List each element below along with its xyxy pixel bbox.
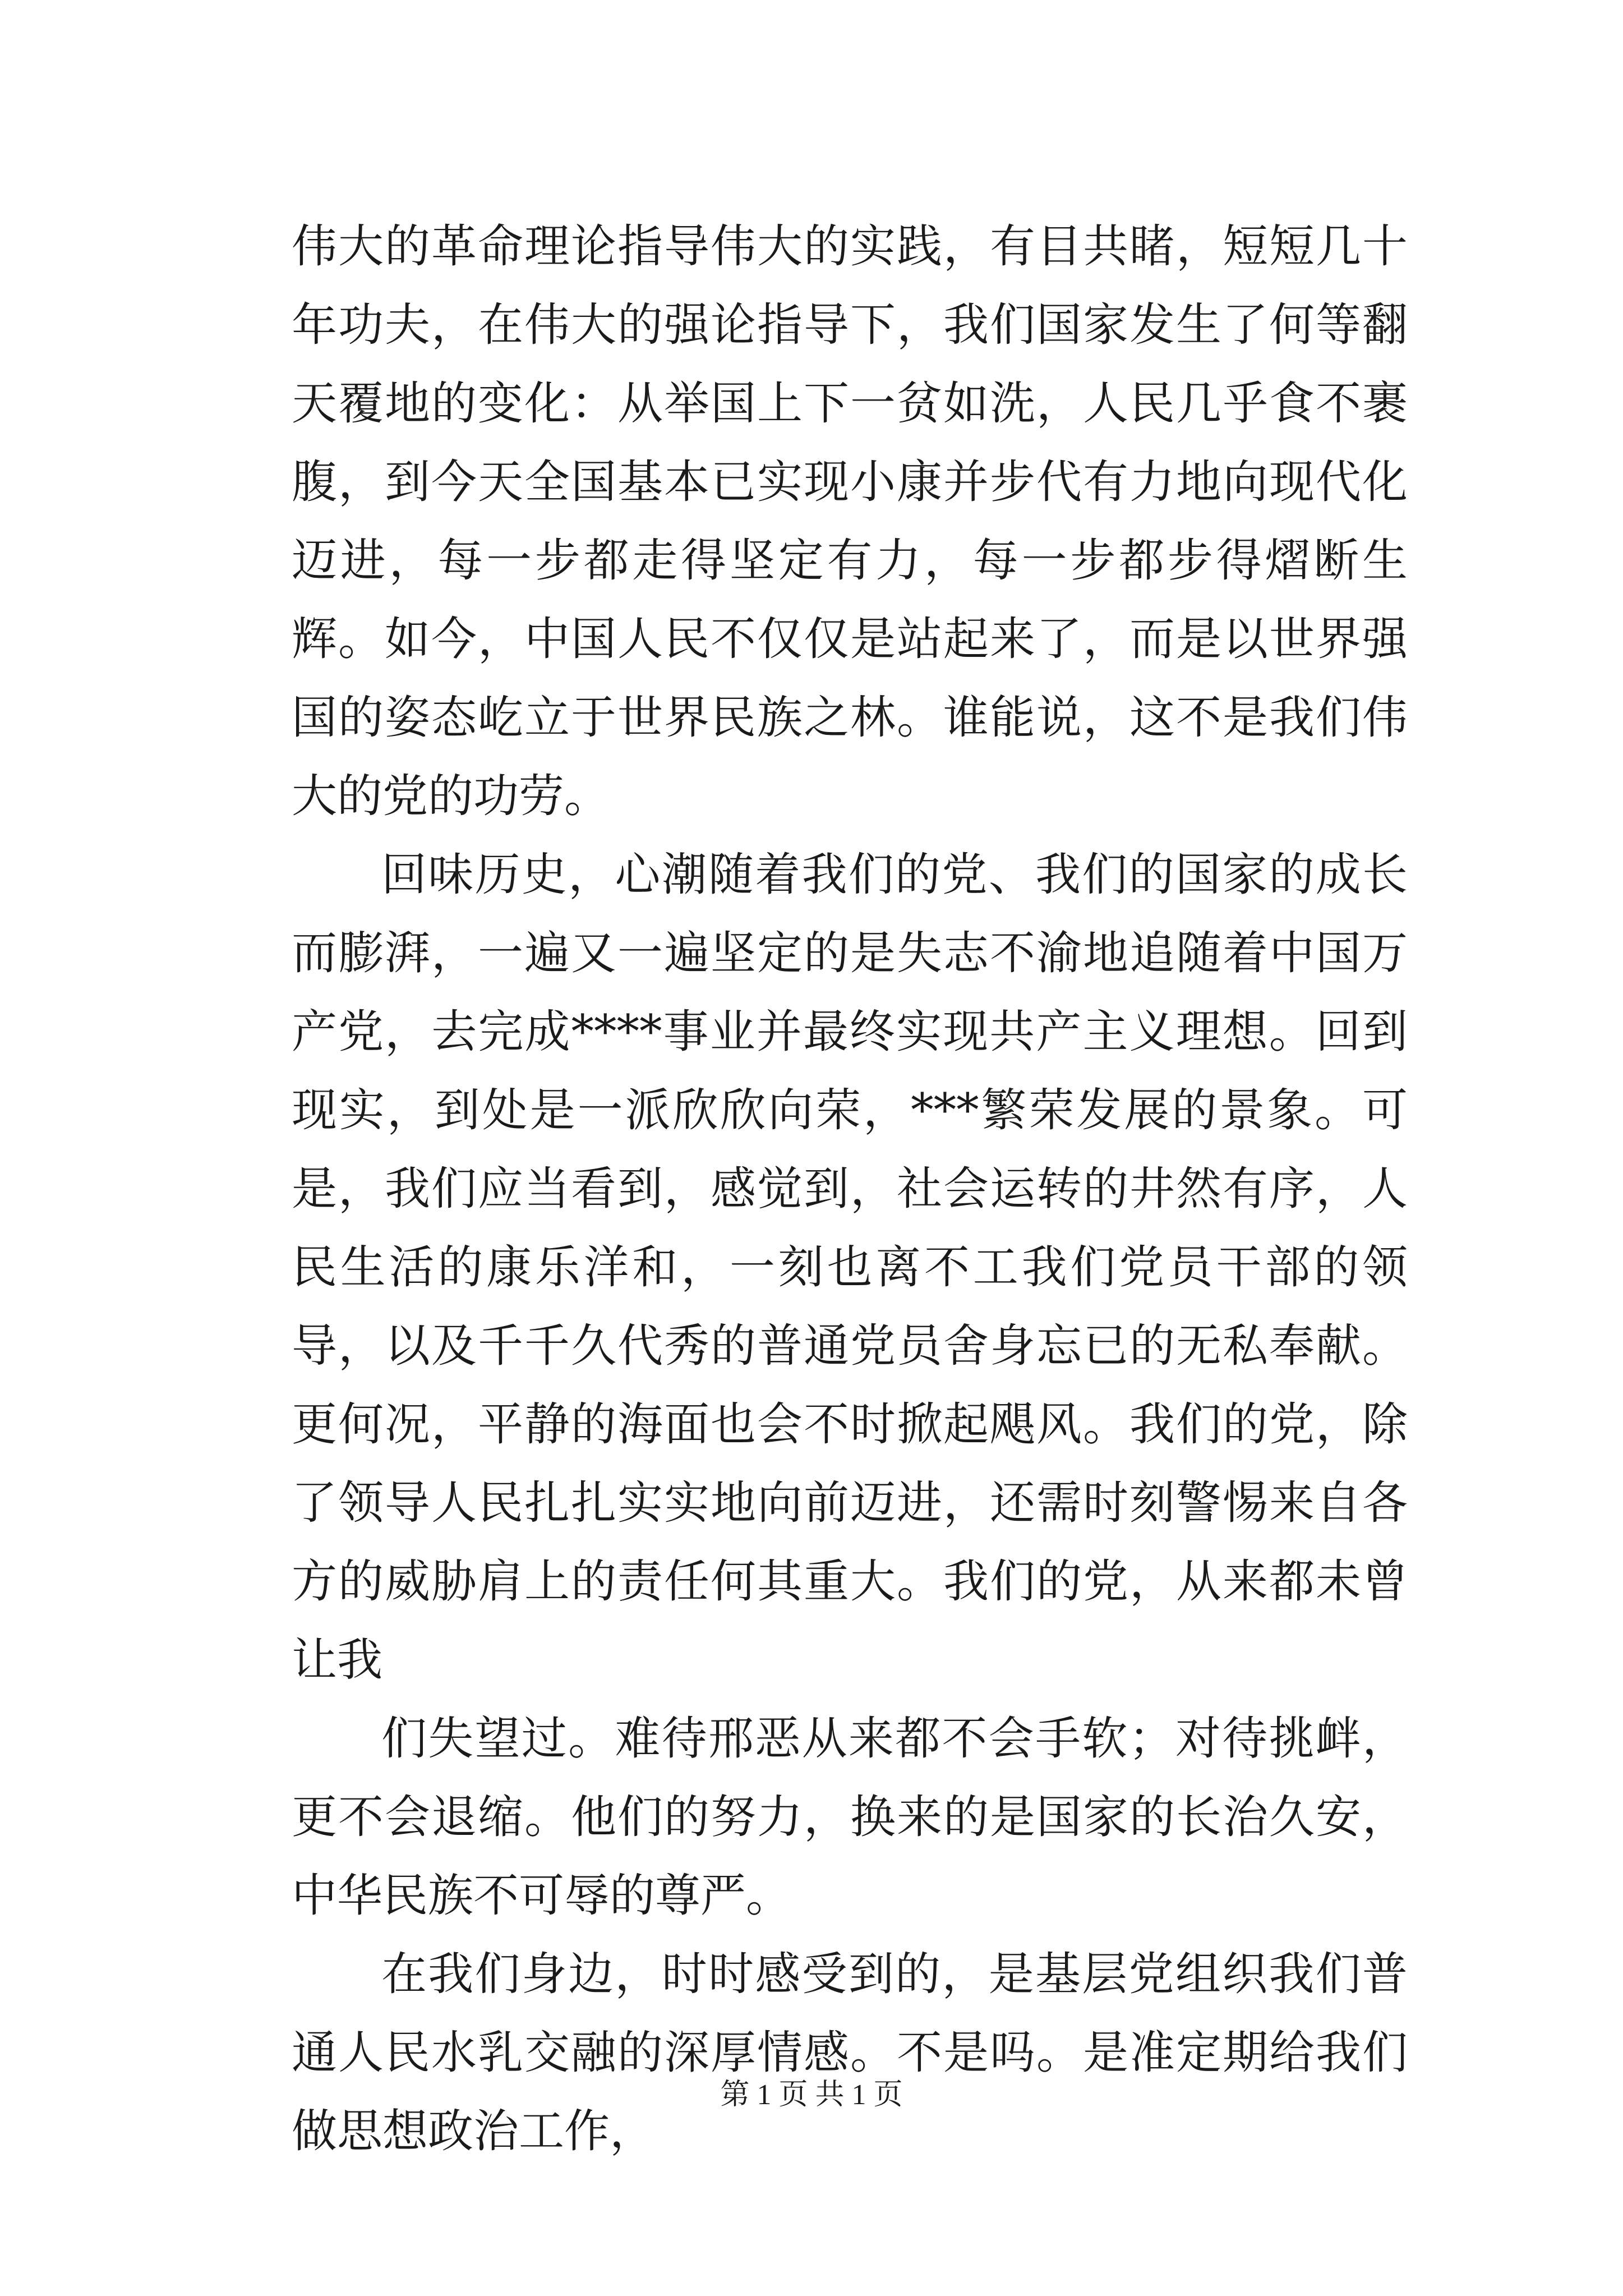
paragraph-4: 在我们身边，时时感受到的，是基层党组织我们普通人民水乳交融的深厚情感。不是吗。是准定期给我们做思想政治工作， [292, 1948, 1408, 2158]
paragraph-1: 伟大的革命理论指导伟大的实践，有目共睹，短短几十年功夫，在伟大的强论指导下，我们国家发生了何等翻天覆地的变化：从举国上下一贫如洗，人民几乎食不裹腹，到今天全国基本已实现小康并步代有力地向现代化迈进，每一步都走得坚定有力，每一步都步得熠断生辉。如今，中国人民不仅仅是站起来了，而是以世界强国的姿态屹立于世界民族之林。谁能说，这不是我们伟大的党的功劳。 [292, 220, 1408, 823]
page-footer [0, 2076, 1623, 2115]
paragraph-2: 回味历史，心潮随着我们的党、我们的国家的成长而膨湃，一遍又一遍坚定的是失志不渝地追随着中国万产党，去完成****事业并最终实现共产主义理想。回到现实，到处是一派欣欣向荣，***繁荣发展的景象。可是，我们应当看到，感觉到，社会运转的井然有序，人民生活的康乐洋和，一刻也离不工我们党员干部的领导，以及千千久代秀的普通党员舍身忘已的无私奉献。更何况，平静的海面也会不时掀起飓风。我们的党，除了领导人民扎扎实实地向前迈进，还需时刻警惕来自各方的威胁肩上的责任何其重大。我们的党，从来都未曾让我 [292, 849, 1408, 1687]
document-body [292, 208, 1408, 2171]
paragraph-3: 们失望过。难待邢恶从来都不会手软；对待挑衅，更不会退缩。他们的努力，换来的是国家的长治久安，中华民族不可辱的尊严。 [292, 1713, 1408, 1922]
page-number-label: 第 1 页 共 1 页 [720, 2079, 903, 2111]
